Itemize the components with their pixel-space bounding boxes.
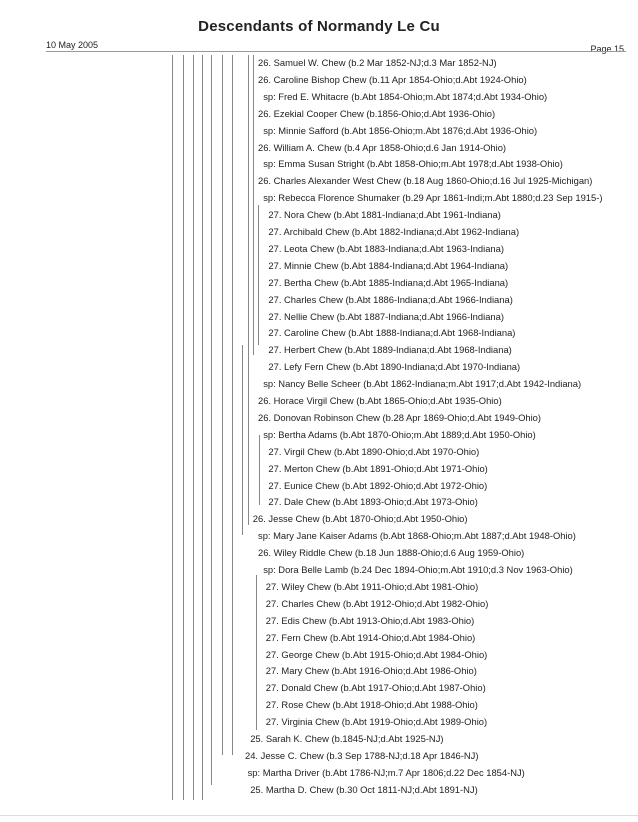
spouse-entry: sp: Emma Susan Stright (b.Abt 1858-Ohio;m.Abt 1978;d.Abt 1938-Ohio): [263, 158, 563, 170]
spouse-entry: sp: Dora Belle Lamb (b.24 Dec 1894-Ohio;m.Abt 1910;d.3 Nov 1963-Ohio): [263, 564, 573, 575]
tree-guide-line: [232, 55, 233, 755]
header-divider: [46, 51, 626, 52]
descendant-entry: 26. Jesse Chew (b.Abt 1870-Ohio;d.Abt 1950-Ohio): [252, 513, 468, 525]
descendant-entry: 27. George Chew (b.Abt 1915-Ohio;d.Abt 1984-Ohio): [265, 648, 488, 660]
spouse-entry: sp: Minnie Safford (b.Abt 1856-Ohio;m.Abt 1876;d.Abt 1936-Ohio): [263, 124, 538, 136]
descendant-entry: 26. Wiley Riddle Chew (b.18 Jun 1888-Ohio;d.6 Aug 1959-Ohio): [258, 547, 525, 559]
descendant-entry: 27. Bertha Chew (b.Abt 1885-Indiana;d.Abt 1965-Indiana): [268, 276, 509, 288]
descendant-entry: 26. Charles Alexander West Chew (b.18 Aug 1860-Ohio;d.16 Jul 1925-Michigan): [258, 175, 593, 187]
tree-guide-line: [183, 55, 184, 800]
descendant-entry: 26. Caroline Bishop Chew (b.11 Apr 1854-Ohio;d.Abt 1924-Ohio): [258, 73, 527, 85]
descendant-entry: 27. Leota Chew (b.Abt 1883-Indiana;d.Abt 1963-Indiana): [268, 242, 504, 254]
footer-divider: [0, 815, 638, 816]
descendant-entry: 27. Nora Chew (b.Abt 1881-Indiana;d.Abt 1961-Indiana): [268, 209, 501, 221]
page-number: Page 15: [590, 44, 624, 54]
spouse-entry: sp: Bertha Adams (b.Abt 1870-Ohio;m.Abt 1889;d.Abt 1950-Ohio): [263, 428, 536, 440]
descendant-entry: 27. Nellie Chew (b.Abt 1887-Indiana;d.Abt 1966-Indiana): [268, 310, 504, 322]
descendant-entry: 26. Horace Virgil Chew (b.Abt 1865-Ohio;d.Abt 1935-Ohio): [258, 395, 502, 406]
spouse-entry: sp: Martha Driver (b.Abt 1786-NJ;m.7 Apr 1806;d.22 Dec 1854-NJ): [247, 766, 525, 778]
descendant-entry: 27. Charles Chew (b.Abt 1886-Indiana;d.Abt 1966-Indiana): [268, 293, 513, 305]
tree-guide-line: [211, 55, 212, 785]
descendant-entry: 25. Sarah K. Chew (b.1845-NJ;d.Abt 1925-NJ): [250, 733, 444, 744]
descendant-entry: 27. Dale Chew (b.Abt 1893-Ohio;d.Abt 1973-Ohio): [268, 496, 478, 508]
descendant-entry: 27. Donald Chew (b.Abt 1917-Ohio;d.Abt 1987-Ohio): [265, 682, 486, 694]
descendant-entry: 27. Minnie Chew (b.Abt 1884-Indiana;d.Abt 1964-Indiana): [268, 259, 509, 271]
descendant-entry: 26. Samuel W. Chew (b.2 Mar 1852-NJ;d.3 Mar 1852-NJ): [258, 57, 497, 68]
tree-guide-line: [256, 575, 257, 730]
tree-guide-line: [242, 345, 243, 535]
descendant-entry: 26. Donovan Robinson Chew (b.28 Apr 1869-Ohio;d.Abt 1949-Ohio): [258, 411, 541, 423]
tree-guide-line: [259, 435, 260, 505]
descendant-entry: 27. Rose Chew (b.Abt 1918-Ohio;d.Abt 1988-Ohio): [265, 699, 478, 711]
report-date: 10 May 2005: [46, 40, 99, 50]
tree-guide-line: [248, 55, 249, 525]
descendant-entry: 27. Herbert Chew (b.Abt 1889-Indiana;d.Abt 1968-Indiana): [268, 344, 512, 356]
descendant-entry: 27. Caroline Chew (b.Abt 1888-Indiana;d.Abt 1968-Indiana): [268, 327, 516, 339]
descendant-entry: 27. Edis Chew (b.Abt 1913-Ohio;d.Abt 1983-Ohio): [265, 614, 475, 626]
descendant-entry: 27. Virgil Chew (b.Abt 1890-Ohio;d.Abt 1970-Ohio): [268, 445, 480, 457]
descendant-entry: 27. Eunice Chew (b.Abt 1892-Ohio;d.Abt 1972-Ohio): [268, 479, 488, 491]
tree-guide-line: [222, 55, 223, 755]
descendant-entry: 27. Mary Chew (b.Abt 1916-Ohio;d.Abt 1986-Ohio): [265, 665, 477, 677]
spouse-entry: sp: Fred E. Whitacre (b.Abt 1854-Ohio;m.Abt 1874;d.Abt 1934-Ohio): [263, 90, 548, 102]
page-title: Descendants of Normandy Le Cu: [198, 18, 440, 35]
spouse-entry: sp: Mary Jane Kaiser Adams (b.Abt 1868-Ohio;m.Abt 1887;d.Abt 1948-Ohio): [258, 530, 576, 542]
tree-guide-line: [253, 55, 254, 355]
descendant-entry: 26. William A. Chew (b.4 Apr 1858-Ohio;d.6 Jan 1914-Ohio): [258, 141, 507, 153]
descendant-entry: 27. Lefy Fern Chew (b.Abt 1890-Indiana;d.Abt 1970-Indiana): [268, 361, 521, 373]
tree-guide-line: [193, 55, 194, 800]
spouse-entry: sp: Nancy Belle Scheer (b.Abt 1862-Indiana;m.Abt 1917;d.Abt 1942-Indiana): [263, 378, 582, 390]
descendant-entry: 27. Archibald Chew (b.Abt 1882-Indiana;d.Abt 1962-Indiana): [268, 226, 520, 237]
tree-guide-line: [258, 205, 259, 345]
descendant-entry: 26. Ezekial Cooper Chew (b.1856-Ohio;d.Abt 1936-Ohio): [258, 107, 496, 119]
spouse-entry: sp: Rebecca Florence Shumaker (b.29 Apr 1861-Indi;m.Abt 1880;d.23 Sep 1915-): [263, 192, 603, 204]
descendant-entry: 24. Jesse C. Chew (b.3 Sep 1788-NJ;d.18 Apr 1846-NJ): [245, 749, 479, 761]
descendant-entry: 27. Merton Chew (b.Abt 1891-Ohio;d.Abt 1971-Ohio): [268, 462, 488, 474]
tree-guide-line: [172, 55, 173, 800]
descendant-entry: 25. Martha D. Chew (b.30 Oct 1811-NJ;d.Abt 1891-NJ): [250, 783, 478, 795]
descendant-entry: 27. Charles Chew (b.Abt 1912-Ohio;d.Abt 1982-Ohio): [265, 597, 489, 609]
descendant-entry: 27. Virginia Chew (b.Abt 1919-Ohio;d.Abt 1989-Ohio): [265, 716, 488, 728]
descendant-entry: 27. Fern Chew (b.Abt 1914-Ohio;d.Abt 1984-Ohio): [265, 631, 476, 643]
tree-guide-line: [202, 55, 203, 800]
descendant-entry: 27. Wiley Chew (b.Abt 1911-Ohio;d.Abt 1981-Ohio): [265, 580, 479, 592]
